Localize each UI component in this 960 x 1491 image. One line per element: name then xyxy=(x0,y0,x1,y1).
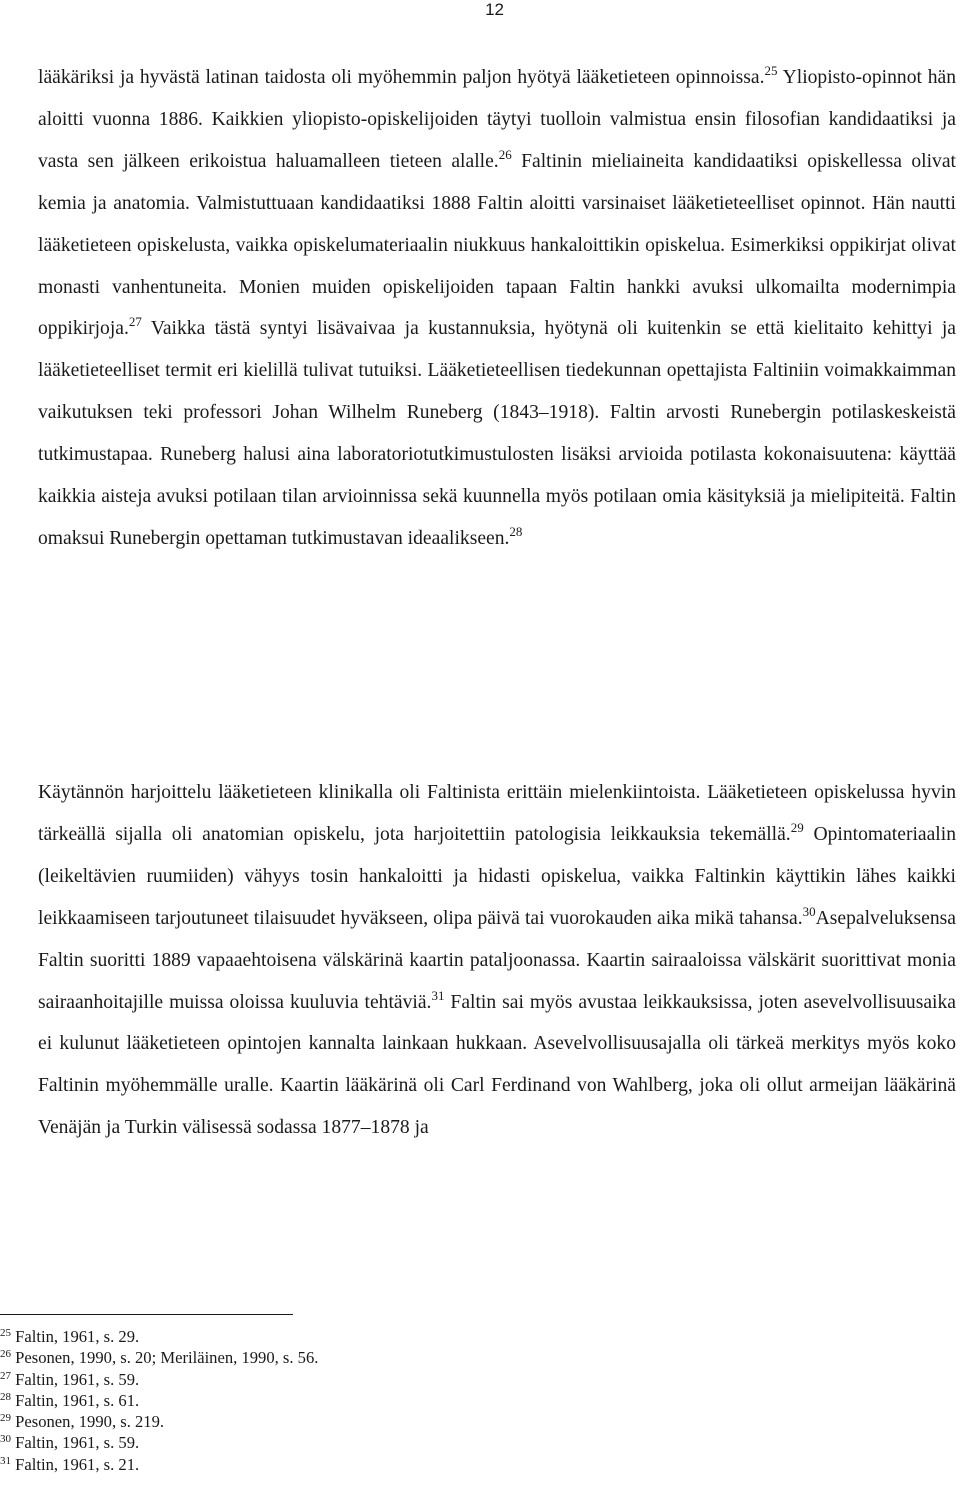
footnote-text: Faltin, 1961, s. 61. xyxy=(11,1390,140,1410)
footnote xyxy=(0,1347,318,1368)
footnote xyxy=(0,1454,318,1475)
footnote xyxy=(0,1432,318,1453)
footnote-reference[interactable]: 28 xyxy=(509,523,523,539)
footnote xyxy=(0,1390,318,1411)
footnote-text: Pesonen, 1990, s. 219. xyxy=(11,1412,165,1432)
footnote-number: 30 xyxy=(0,1433,11,1446)
footnote-reference[interactable]: 29 xyxy=(790,819,804,835)
footnote-list xyxy=(0,1326,318,1475)
footnote-number: 25 xyxy=(0,1327,11,1339)
footnote-text: Faltin, 1961, s. 29. xyxy=(11,1327,140,1346)
footnote-number: 31 xyxy=(0,1454,11,1467)
footnote-reference[interactable]: 26 xyxy=(498,146,512,162)
footnote-text: Faltin, 1961, s. 21. xyxy=(11,1454,140,1474)
paragraph-text: Opintomateriaalin (leikeltävien ruumiiden) vähyys tosin hankaloitti ja hidasti opiskelua, vaikka Faltinkin käyttikin lähes kaikki leikkaamiseen tarjoutuneet tilaisuudet hyväkseen, olipa päivä tai vuorokauden aika mikä tahansa. xyxy=(38,823,956,929)
paragraph-text: lääkäriksi ja hyvästä latinan taidosta oli myöhemmin paljon hyötyä lääketieteen opinnoissa. xyxy=(38,67,765,88)
footnote-number: 28 xyxy=(0,1390,11,1403)
footnote xyxy=(0,1411,318,1432)
paragraph-text: Faltinin mieliaineita kandidaatiksi opiskellessa olivat kemia ja anatomia. Valmistuttuaan kandidaatiksi 1888 Faltin aloitti varsinaiset lääketieteelliset opinnot. Hän nautti lääketieteen opiskelusta, vaikka opiskelumateriaalin niukkuus hankaloittikin opiskelua. Esimerkiksi oppikirjat olivat monasti vanhentuneita. Monien muiden opiskelijoiden tapaan Faltin hankki avuksi ulkomailta modernimpia oppikirjoja. xyxy=(38,150,956,340)
footnote-number: 29 xyxy=(0,1412,11,1425)
footnote-text: Faltin, 1961, s. 59. xyxy=(11,1369,140,1389)
body-paragraph xyxy=(38,772,956,1149)
footnote-reference[interactable]: 27 xyxy=(128,314,142,330)
footnote-number: 26 xyxy=(0,1348,11,1361)
body-paragraph xyxy=(38,57,956,560)
footnote-text: Faltin, 1961, s. 59. xyxy=(11,1433,140,1453)
footnote-reference[interactable]: 25 xyxy=(764,63,778,78)
footnote-reference[interactable]: 31 xyxy=(431,987,445,1003)
footnote-text: Pesonen, 1990, s. 20; Meriläinen, 1990, s. 56. xyxy=(11,1348,319,1368)
paragraph-text: Yliopisto-opinnot hän aloitti vuonna 1886. Kaikkien yliopisto-opiskelijoiden täytyi tuolloin valmistua ensin filosofian kandidaatiksi ja vasta sen jälkeen erikoistua haluamalleen tieteen alalle. xyxy=(38,67,957,172)
paragraph-text: Vaikka tästä syntyi lisävaivaa ja kustannuksia, hyötynä oli kuitenkin se että kielitaito kehittyi ja lääketieteelliset termit eri kielillä tulivat tutuiksi. Lääketieteellisen tiedekunnan opettajista Faltiniin voimakkaimman vaikutuksen teki professori Johan Wilhelm Runeberg (1843–1918). Faltin arvosti Runebergin potilaskeskeistä tutkimustapaa. Runeberg halusi aina laboratoriotutkimustulosten lisäksi arvioida potilasta kokonaisuutena: käyttää kaikkia aisteja avuksi potilaan tilan arvioinnissa sekä kuunnella myös potilaan omia käsityksiä ja mielipiteitä. Faltin omaksui Runebergin opettaman tutkimustavan ideaalikseen. xyxy=(38,318,956,549)
paragraph-text: Faltin sai myös avustaa leikkauksissa, joten asevelvollisuusaika ei kulunut lääketieteen opintojen kannalta lainkaan hukkaan. Asevelvollisuusajalla oli tärkeä merkitys myös koko Faltinin myöhemmälle uralle. Kaartin lääkärinä oli Carl Ferdinand von Wahlberg, joka oli ollut armeijan lääkärinä Venäjän ja Turkin välisessä sodassa 1877–1878 ja xyxy=(38,991,956,1139)
paragraph-text: Käytännön harjoittelu lääketieteen klinikalla oli Faltinista erittäin mielenkiintoista. Lääketieteen opiskelussa hyvin tärkeällä sijalla oli anatomian opiskelu, jota harjoitettiin patologisia leikkauksia tekemällä. xyxy=(38,782,956,845)
page-number: 12 xyxy=(485,0,504,19)
footnote-number: 27 xyxy=(0,1369,11,1382)
footnote-separator xyxy=(0,1314,293,1315)
footnote-reference[interactable]: 30 xyxy=(802,903,816,919)
paragraph-text: Asepalveluksensa Faltin suoritti 1889 vapaaehtoisena välskärinä kaartin pataljoonassa. Kaartin sairaaloissa välskärit suorittivat monia sairaanhoitajille muissa oloissa kuuluvia tehtäviä. xyxy=(38,907,956,1013)
footnote xyxy=(0,1326,318,1347)
footnote xyxy=(0,1369,318,1390)
